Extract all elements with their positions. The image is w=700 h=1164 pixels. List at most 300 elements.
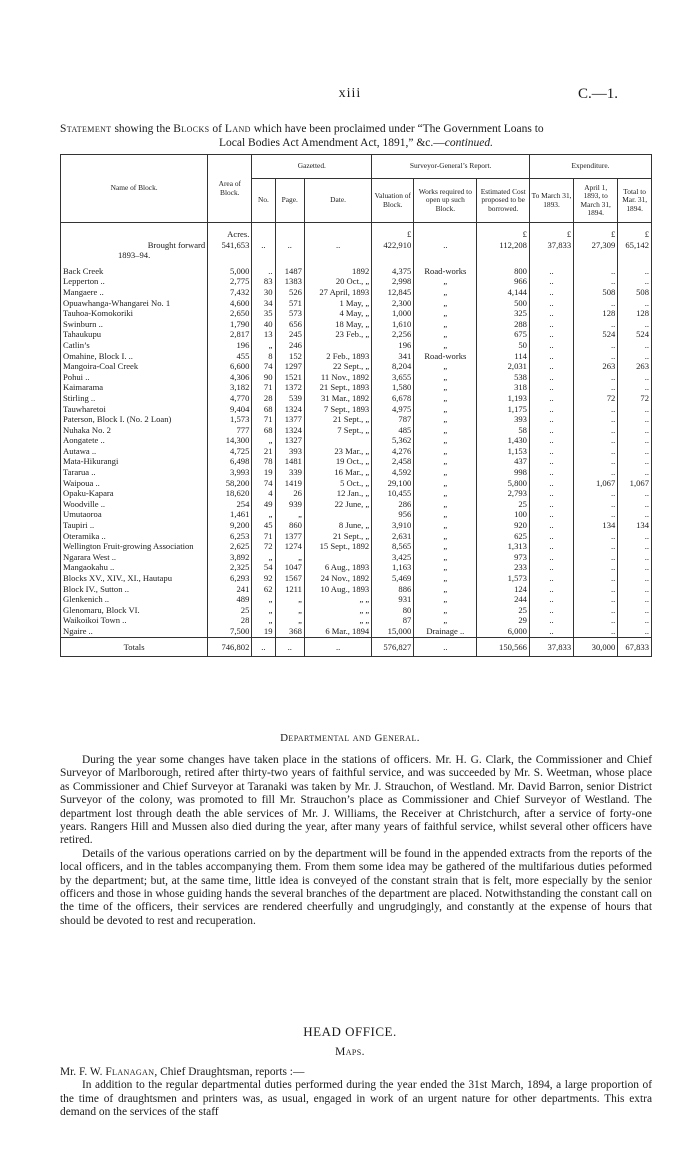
cell-april: .. xyxy=(574,414,618,425)
cell-date: 21 Sept., „ xyxy=(304,531,371,542)
cell-total: .. xyxy=(618,446,652,457)
cell-total: .. xyxy=(618,456,652,467)
cell-name: Umutaoroa xyxy=(61,509,208,520)
cell-date: 11 Nov., 1892 xyxy=(304,372,371,383)
cell-date: „ „ xyxy=(304,605,371,616)
cell-no: 71 xyxy=(252,382,275,393)
cell-area: 4,770 xyxy=(208,393,252,404)
cell-works: „ xyxy=(414,594,477,605)
cell-to-march: .. xyxy=(529,382,573,393)
cell-date: 12 Jan., „ xyxy=(304,488,371,499)
table-row xyxy=(61,541,652,552)
header-area: Area of Block. xyxy=(208,155,252,223)
cell-works: „ xyxy=(414,573,477,584)
cell-works: „ xyxy=(414,456,477,467)
table-row xyxy=(61,404,652,415)
cell-estimated: 4,144 xyxy=(477,287,530,298)
cell-april: .. xyxy=(574,573,618,584)
cell-to-march: .. xyxy=(529,308,573,319)
cell-no: 28 xyxy=(252,393,275,404)
cell-valuation: 2,300 xyxy=(372,298,414,309)
cell-estimated: 920 xyxy=(477,520,530,531)
cell-name: Pohui .. xyxy=(61,372,208,383)
cell-works: Road-works xyxy=(414,351,477,362)
cell-april: 30,000 xyxy=(574,637,618,657)
cell-name: Block IV., Sutton .. xyxy=(61,584,208,595)
cell-estimated: 50 xyxy=(477,340,530,351)
cell-to-march: .. xyxy=(529,615,573,626)
cell-april: .. xyxy=(574,605,618,616)
unit-to-march: £ xyxy=(529,223,573,240)
title-line2-italic: continued. xyxy=(444,137,494,149)
cell-name: Ngaire .. xyxy=(61,626,208,637)
cell-april: .. xyxy=(574,552,618,563)
cell-no: 13 xyxy=(252,329,275,340)
cell-page: 246 xyxy=(275,340,304,351)
cell-page: „ xyxy=(275,605,304,616)
cell-area: 6,600 xyxy=(208,361,252,372)
cell-valuation: 931 xyxy=(372,594,414,605)
cell-to-march: 37,833 xyxy=(529,240,573,251)
cell-works: „ xyxy=(414,329,477,340)
cell-valuation: 2,631 xyxy=(372,531,414,542)
cell-works: Drainage .. xyxy=(414,626,477,637)
cell-valuation: 3,655 xyxy=(372,372,414,383)
cell-date: 21 Sept., „ xyxy=(304,414,371,425)
cell-date: 1 May, „ xyxy=(304,298,371,309)
cell-no: 8 xyxy=(252,351,275,362)
cell-name: Tararua .. xyxy=(61,467,208,478)
cell-page: 368 xyxy=(275,626,304,637)
cell-estimated: 1,193 xyxy=(477,393,530,404)
cell-to-march: .. xyxy=(529,266,573,277)
title-of-word: of xyxy=(212,123,223,135)
cell-area: 455 xyxy=(208,351,252,362)
cell-page: 656 xyxy=(275,319,304,330)
cell-to-march: .. xyxy=(529,298,573,309)
cell-works: „ xyxy=(414,276,477,287)
cell-works: „ xyxy=(414,520,477,531)
cell-name: Kaimarama xyxy=(61,382,208,393)
cell-valuation: 3,425 xyxy=(372,552,414,563)
cell-to-march: .. xyxy=(529,393,573,404)
cell-area: 541,653 xyxy=(208,240,252,251)
cell-area: 3,993 xyxy=(208,467,252,478)
cell-total: .. xyxy=(618,276,652,287)
cell-date: „ „ xyxy=(304,615,371,626)
table-row xyxy=(61,478,652,489)
cell-works: „ xyxy=(414,319,477,330)
cell-area: 9,404 xyxy=(208,404,252,415)
cell-name: Glenkenich .. xyxy=(61,594,208,605)
cell-works: „ xyxy=(414,393,477,404)
cell-name: Waikoikoi Town .. xyxy=(61,615,208,626)
cell-estimated: 114 xyxy=(477,351,530,362)
cell-valuation: 15,000 xyxy=(372,626,414,637)
cell-page: 1327 xyxy=(275,435,304,446)
cell-april: .. xyxy=(574,446,618,457)
cell-works: „ xyxy=(414,340,477,351)
cell-to-march: .. xyxy=(529,372,573,383)
cell-april: .. xyxy=(574,404,618,415)
cell-estimated: 2,793 xyxy=(477,488,530,499)
cell-area: 196 xyxy=(208,340,252,351)
cell-date: 8 June, „ xyxy=(304,520,371,531)
cell-area: 777 xyxy=(208,425,252,436)
cell-works: „ xyxy=(414,382,477,393)
cell-area: 3,182 xyxy=(208,382,252,393)
cell-no: 62 xyxy=(252,584,275,595)
header-to-march-1893: To March 31, 1893. xyxy=(529,179,573,223)
cell-no: 68 xyxy=(252,425,275,436)
cell-date: 27 April, 1893 xyxy=(304,287,371,298)
cell-total: .. xyxy=(618,573,652,584)
cell-no: 19 xyxy=(252,626,275,637)
title-line2: Local Bodies Act Amendment Act, 1891,” &c.— xyxy=(218,137,445,149)
cell-estimated: 318 xyxy=(477,382,530,393)
cell-works: „ xyxy=(414,287,477,298)
cell-area: 2,817 xyxy=(208,329,252,340)
cell-area: 14,300 xyxy=(208,435,252,446)
cell-page: 571 xyxy=(275,298,304,309)
cell-date xyxy=(304,340,371,351)
cell-april: .. xyxy=(574,435,618,446)
cell-name: Catlin’s xyxy=(61,340,208,351)
cell-date: 1892 xyxy=(304,266,371,277)
cell-to-march: .. xyxy=(529,541,573,552)
cell-name: Aongatete .. xyxy=(61,435,208,446)
cell-no: 54 xyxy=(252,562,275,573)
table-row xyxy=(61,298,652,309)
cell-works: „ xyxy=(414,509,477,520)
cell-name: Omahine, Block I. .. xyxy=(61,351,208,362)
cell-valuation: 1,000 xyxy=(372,308,414,319)
units-row xyxy=(61,223,652,240)
cell-date: 4 May, „ xyxy=(304,308,371,319)
cell-to-march: .. xyxy=(529,467,573,478)
table-row xyxy=(61,488,652,499)
header-total-to-1894: Total to Mar. 31, 1894. xyxy=(618,179,652,223)
cell-no: 49 xyxy=(252,499,275,510)
header-works: Works required to open up such Block. xyxy=(414,179,477,223)
cell-page: 152 xyxy=(275,351,304,362)
cell-april: .. xyxy=(574,467,618,478)
table-row xyxy=(61,266,652,277)
cell-valuation: 3,910 xyxy=(372,520,414,531)
cell-name: Blocks XV., XIV., XI., Hautapu xyxy=(61,573,208,584)
cell-no: 71 xyxy=(252,414,275,425)
cell-to-march: .. xyxy=(529,488,573,499)
cell-area: 5,000 xyxy=(208,266,252,277)
cell-to-march: .. xyxy=(529,520,573,531)
cell-area: 4,600 xyxy=(208,298,252,309)
cell-valuation: 80 xyxy=(372,605,414,616)
cell-april: 72 xyxy=(574,393,618,404)
cell-works: „ xyxy=(414,372,477,383)
cell-no: 74 xyxy=(252,361,275,372)
cell-date xyxy=(304,552,371,563)
table-row xyxy=(61,393,652,404)
cell-total: .. xyxy=(618,626,652,637)
unit-april: £ xyxy=(574,223,618,240)
cell-to-march: .. xyxy=(529,573,573,584)
cell-estimated: 112,208 xyxy=(477,240,530,251)
cell-date: 23 Feb., „ xyxy=(304,329,371,340)
cell-works: „ xyxy=(414,531,477,542)
cell-valuation: 87 xyxy=(372,615,414,626)
cell-valuation: 4,276 xyxy=(372,446,414,457)
table-row xyxy=(61,573,652,584)
table-row xyxy=(61,520,652,531)
totals-row xyxy=(61,637,652,657)
cell-to-march: .. xyxy=(529,404,573,415)
cell-area: 3,892 xyxy=(208,552,252,563)
cell-valuation: 956 xyxy=(372,509,414,520)
cell-to-march: .. xyxy=(529,329,573,340)
cell-area: 58,200 xyxy=(208,478,252,489)
table-row xyxy=(61,276,652,287)
cell-works: „ xyxy=(414,404,477,415)
cell-no: „ xyxy=(252,615,275,626)
cell-total: .. xyxy=(618,594,652,605)
cell-date: .. xyxy=(304,637,371,657)
cell-to-march: .. xyxy=(529,340,573,351)
cell-works: Road-works xyxy=(414,266,477,277)
cell-estimated: 288 xyxy=(477,319,530,330)
cell-page: 1211 xyxy=(275,584,304,595)
cell-valuation: 196 xyxy=(372,340,414,351)
title-line1-rest: showing the xyxy=(114,123,171,135)
cell-no: 45 xyxy=(252,520,275,531)
header-expenditure: Expenditure. xyxy=(529,155,651,179)
table-row xyxy=(61,287,652,298)
cell-april: .. xyxy=(574,425,618,436)
cell-page: „ xyxy=(275,552,304,563)
cell-area: 6,498 xyxy=(208,456,252,467)
cell-to-march: .. xyxy=(529,626,573,637)
cell-estimated: 973 xyxy=(477,552,530,563)
cell-estimated: 625 xyxy=(477,531,530,542)
table-row xyxy=(61,456,652,467)
header-date: Date. xyxy=(304,179,371,223)
cell-page: .. xyxy=(275,240,304,251)
cell-date: 10 Aug., 1893 xyxy=(304,584,371,595)
cell-no: .. xyxy=(252,637,275,657)
cell-april: .. xyxy=(574,509,618,520)
cell-page: 539 xyxy=(275,393,304,404)
cell-area: 746,802 xyxy=(208,637,252,657)
cell-name: Lepperton .. xyxy=(61,276,208,287)
table-row xyxy=(61,340,652,351)
cell-date: 22 June, „ xyxy=(304,499,371,510)
cell-total: .. xyxy=(618,351,652,362)
cell-estimated: 5,800 xyxy=(477,478,530,489)
cell-page: 339 xyxy=(275,467,304,478)
cell-april: .. xyxy=(574,298,618,309)
cell-page: 26 xyxy=(275,488,304,499)
cell-date xyxy=(304,435,371,446)
cell-valuation: 341 xyxy=(372,351,414,362)
table-row xyxy=(61,509,652,520)
cell-date: 5 Oct., „ xyxy=(304,478,371,489)
cell-name: Opuawhanga-Whangarei No. 1 xyxy=(61,298,208,309)
cell-total: .. xyxy=(618,615,652,626)
header-name-of-block: Name of Block. xyxy=(61,155,208,223)
departmental-text xyxy=(60,754,652,928)
cell-works: „ xyxy=(414,584,477,595)
table-row xyxy=(61,308,652,319)
cell-name: Mangaokahu .. xyxy=(61,562,208,573)
cell-area: 254 xyxy=(208,499,252,510)
cell-name: Swinburn .. xyxy=(61,319,208,330)
cell-estimated: 124 xyxy=(477,584,530,595)
cell-to-march: .. xyxy=(529,351,573,362)
cell-no: 92 xyxy=(252,573,275,584)
unit-total: £ xyxy=(618,223,652,240)
cell-total: .. xyxy=(618,404,652,415)
cell-no: 21 xyxy=(252,446,275,457)
cell-april: 508 xyxy=(574,287,618,298)
cell-page: 1324 xyxy=(275,425,304,436)
cell-estimated: 100 xyxy=(477,509,530,520)
departmental-paragraph-2: Details of the various operations carried on by the department will be found in the appended extracts from the reports of the local officers, and in the tables accompanying them. From them some idea may be gathered of the multifarious duties peformed by the department; but, at the same time, little idea is conveyed of the constant strain that is felt, more especially by the senior officers and those in whose guiding hands the several branches of the department are placed. Notwithstanding the constant call on the time of the officers, their services are rendered cheerfully and ungrudgingly, and constantly at the expense of hours that should be devoted to rest and recuperation. xyxy=(60,847,652,927)
cell-page: 1383 xyxy=(275,276,304,287)
cell-valuation: 576,827 xyxy=(372,637,414,657)
cell-april: 128 xyxy=(574,308,618,319)
cell-page: 573 xyxy=(275,308,304,319)
header-april-1893-to-march-1894: April 1, 1893, to March 31, 1894. xyxy=(574,179,618,223)
statement-title xyxy=(60,122,652,150)
cell-page: 1274 xyxy=(275,541,304,552)
cell-area: 6,293 xyxy=(208,573,252,584)
cell-estimated: 1,573 xyxy=(477,573,530,584)
cell-date: 23 Mar., „ xyxy=(304,446,371,457)
head-office-heading: HEAD OFFICE. xyxy=(303,1024,397,1039)
cell-date: 16 Mar., „ xyxy=(304,467,371,478)
cell-page: 1481 xyxy=(275,456,304,467)
cell-april: 524 xyxy=(574,329,618,340)
cell-page: 860 xyxy=(275,520,304,531)
cell-page: 1372 xyxy=(275,382,304,393)
cell-april: .. xyxy=(574,626,618,637)
cell-to-march: .. xyxy=(529,435,573,446)
cell-valuation: 886 xyxy=(372,584,414,595)
cell-date: 20 Oct., „ xyxy=(304,276,371,287)
cell-no: „ xyxy=(252,509,275,520)
cell-total: 128 xyxy=(618,308,652,319)
cell-april: .. xyxy=(574,531,618,542)
page-number: xiii xyxy=(338,86,362,101)
cell-valuation: 5,362 xyxy=(372,435,414,446)
cell-to-march: .. xyxy=(529,584,573,595)
cell-total: .. xyxy=(618,541,652,552)
cell-estimated: 233 xyxy=(477,562,530,573)
cell-page: 1567 xyxy=(275,573,304,584)
cell-april: .. xyxy=(574,351,618,362)
cell-page: „ xyxy=(275,509,304,520)
unit-valuation: £ xyxy=(372,223,414,240)
cell-area: 2,625 xyxy=(208,541,252,552)
cell-total: .. xyxy=(618,372,652,383)
cell-area: 4,725 xyxy=(208,446,252,457)
cell-estimated: 393 xyxy=(477,414,530,425)
cell-total: .. xyxy=(618,584,652,595)
cell-name: Mangoira-Coal Creek xyxy=(61,361,208,372)
cell-valuation: 6,678 xyxy=(372,393,414,404)
table-row xyxy=(61,372,652,383)
cell-total: .. xyxy=(618,414,652,425)
table-row xyxy=(61,605,652,616)
departmental-heading: Departmental and General. xyxy=(280,732,420,744)
cell-april: .. xyxy=(574,488,618,499)
cell-to-march: .. xyxy=(529,287,573,298)
cell-date: 21 Sept., 1893 xyxy=(304,382,371,393)
table-row xyxy=(61,467,652,478)
table-row xyxy=(61,446,652,457)
cell-estimated: 538 xyxy=(477,372,530,383)
cell-name: Tauwharetoi xyxy=(61,404,208,415)
cell-valuation: 8,204 xyxy=(372,361,414,372)
cell-april: 1,067 xyxy=(574,478,618,489)
departmental-paragraph-1: During the year some changes have taken place in the stations of officers. Mr. H. G. Clark, the Commissioner and Chief Surveyor of Marlborough, retired after thirty-two years of faithful service, and was succeeded by Mr. S. Weetman, whose place as Commissioner and Chief Surveyor at Taranaki was taken by Mr. J. Strauchon, of Westland. Mr. David Barron, senior District Surveyor of the colony, was promoted to fill Mr. Strauchon’s place as Commissioner and Chief Surveyor of Westland. The department lost through death the able services of Mr. J. Williams, the Receiver at Christchurch, after a service of forty-one years. Rangers Hill and Mussen also died during the year, after many years of faithful service, whilst several other officers have retired. xyxy=(60,754,652,847)
cell-works: „ xyxy=(414,425,477,436)
header-no: No. xyxy=(252,179,275,223)
cell-total: 67,833 xyxy=(618,637,652,657)
cell-valuation: 4,592 xyxy=(372,467,414,478)
cell-no: „ xyxy=(252,605,275,616)
cell-total: .. xyxy=(618,382,652,393)
table-row xyxy=(61,425,652,436)
cell-area: 2,650 xyxy=(208,308,252,319)
cell-estimated: 325 xyxy=(477,308,530,319)
cell-area: 7,500 xyxy=(208,626,252,637)
brought-forward-label: Brought forward xyxy=(61,240,208,251)
unit-area: Acres. xyxy=(208,223,252,240)
year-label-row xyxy=(61,250,652,266)
cell-name: Tahaukupu xyxy=(61,329,208,340)
header-page: Page. xyxy=(275,179,304,223)
cell-estimated: 6,000 xyxy=(477,626,530,637)
cell-to-march: .. xyxy=(529,319,573,330)
table-row xyxy=(61,435,652,446)
cell-april: 263 xyxy=(574,361,618,372)
cell-estimated: 998 xyxy=(477,467,530,478)
cell-area: 489 xyxy=(208,594,252,605)
header-gazetted: Gazetted. xyxy=(252,155,372,179)
cell-total: .. xyxy=(618,435,652,446)
header-surveyor-report: Surveyor-General’s Report. xyxy=(372,155,530,179)
cell-page: 1377 xyxy=(275,531,304,542)
table-row xyxy=(61,361,652,372)
cell-to-march: .. xyxy=(529,562,573,573)
cell-area: 7,432 xyxy=(208,287,252,298)
document-reference: C.—1. xyxy=(577,86,618,102)
cell-works: „ xyxy=(414,435,477,446)
unit-estimated: £ xyxy=(477,223,530,240)
reporter-name: Flanagan xyxy=(105,1066,155,1078)
cell-estimated: 25 xyxy=(477,605,530,616)
cell-total: .. xyxy=(618,499,652,510)
cell-name: Stirling .. xyxy=(61,393,208,404)
totals-label: Totals xyxy=(61,637,208,657)
cell-page: 1419 xyxy=(275,478,304,489)
cell-estimated: 1,153 xyxy=(477,446,530,457)
cell-page: 1521 xyxy=(275,372,304,383)
table-row xyxy=(61,414,652,425)
table-row xyxy=(61,552,652,563)
cell-april: .. xyxy=(574,382,618,393)
cell-to-march: .. xyxy=(529,605,573,616)
